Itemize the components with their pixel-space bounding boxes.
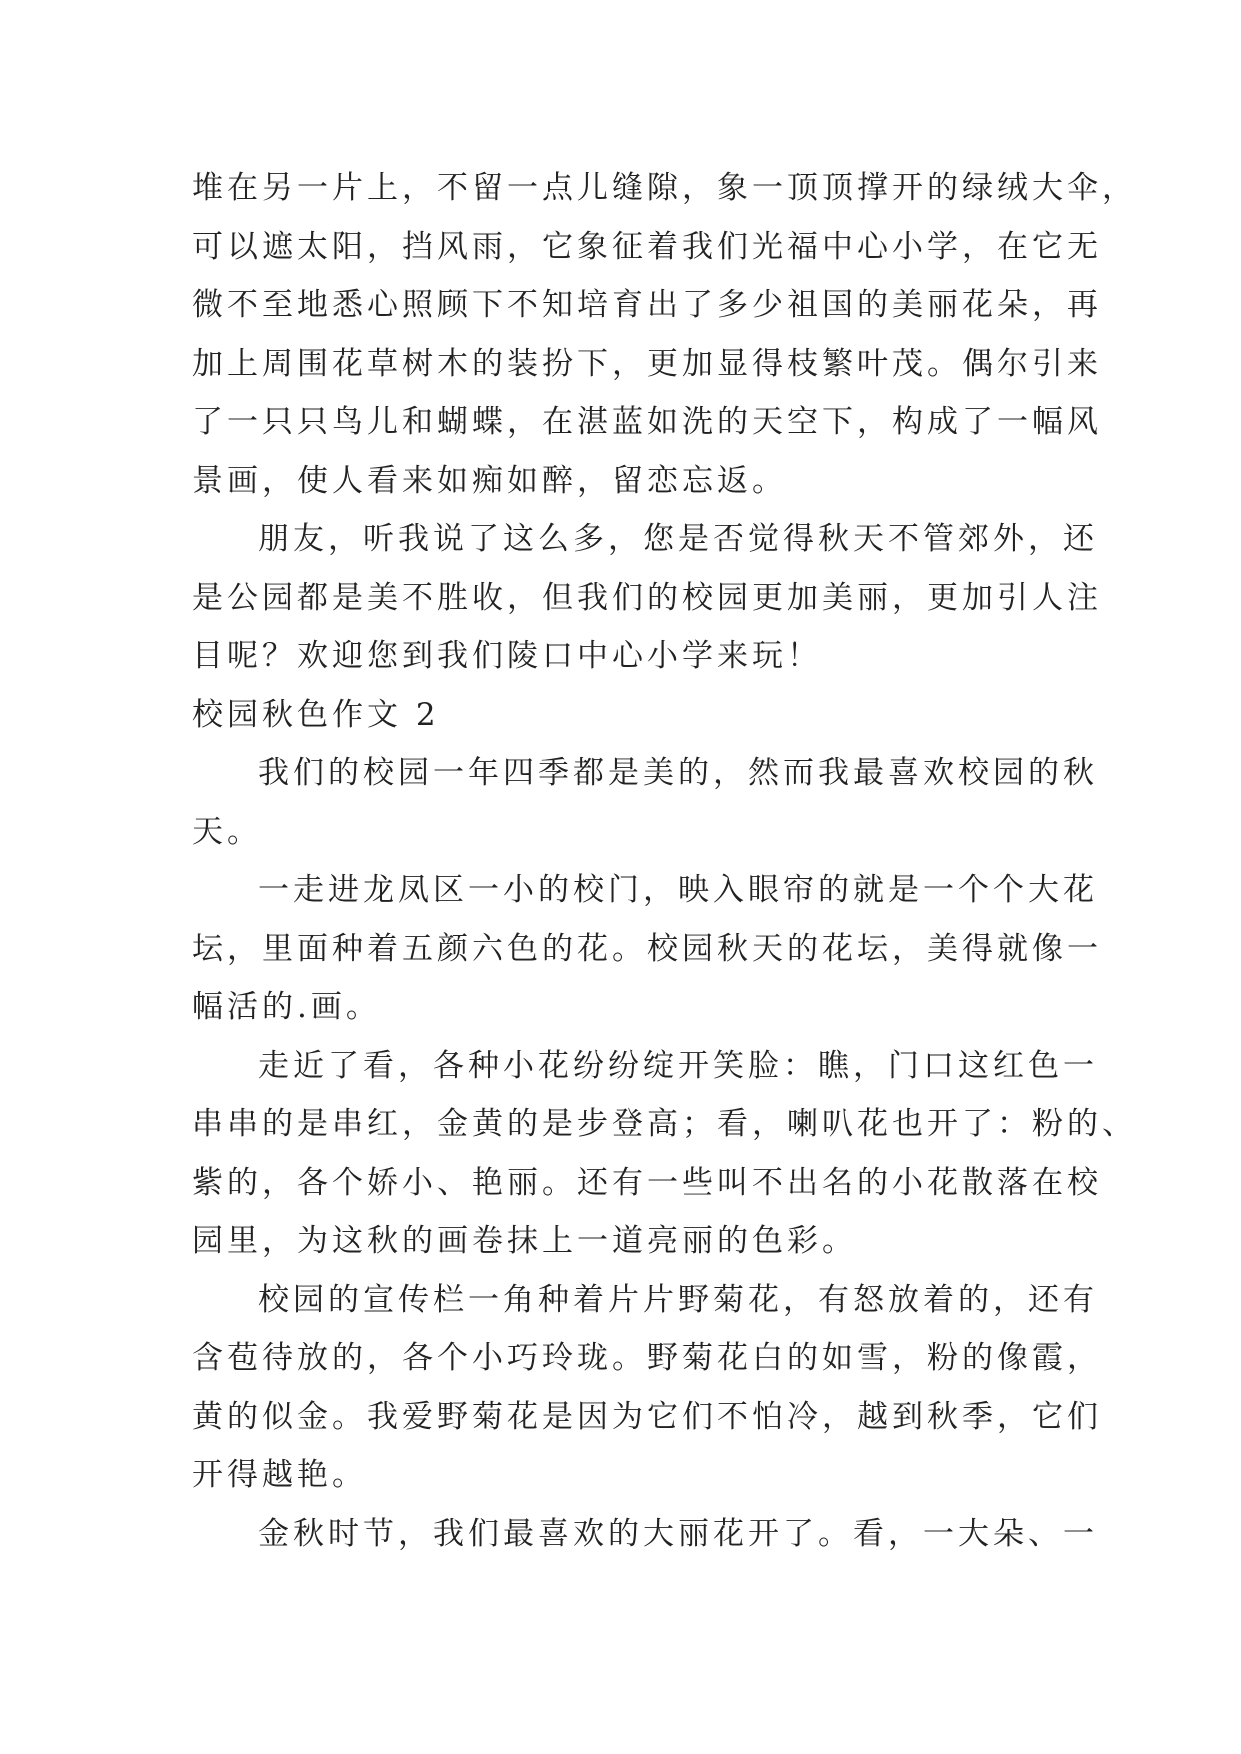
text-line: 堆在另一片上，不留一点儿缝隙，象一顶顶撑开的绿绒大伞， xyxy=(192,170,1137,206)
text-line: 是公园都是美不胜收，但我们的校园更加美丽，更加引人注 xyxy=(192,579,1102,616)
document-body xyxy=(192,159,1137,1563)
text-line: 坛，里面种着五颜六色的花。校园秋天的花坛，美得就像一 xyxy=(192,930,1102,967)
text-line: 天。 xyxy=(192,813,262,850)
paragraph-first-line: 走近了看，各种小花纷纷绽开笑脸：瞧，门口这红色一 xyxy=(258,1047,1098,1084)
paragraph-first-line: 我们的校园一年四季都是美的，然而我最喜欢校园的秋 xyxy=(258,755,1098,791)
paragraph-first-line: 校园的宣传栏一角种着片片野菊花，有怒放着的，还有 xyxy=(258,1281,1098,1318)
paragraph-first-line: 朋友，听我说了这么多，您是否觉得秋天不管郊外，还 xyxy=(258,521,1098,557)
text-line: 景画，使人看来如痴如醉，留恋忘返。 xyxy=(192,462,787,499)
text-line: 幅活的.画。 xyxy=(192,989,381,1025)
section-heading: 校园秋色作文 2 xyxy=(192,696,440,733)
text-line: 目呢？欢迎您到我们陵口中心小学来玩！ xyxy=(192,638,822,674)
paragraph-first-line: 金秋时节，我们最喜欢的大丽花开了。看，一大朵、一 xyxy=(258,1515,1098,1552)
text-line: 开得越艳。 xyxy=(192,1457,367,1493)
text-line: 含苞待放的，各个小巧玲珑。野菊花白的如雪，粉的像霞， xyxy=(192,1340,1102,1376)
text-line: 微不至地悉心照顾下不知培育出了多少祖国的美丽花朵，再 xyxy=(192,287,1102,323)
paragraph-first-line: 一走进龙凤区一小的校门，映入眼帘的就是一个个大花 xyxy=(258,872,1098,908)
text-line: 园里，为这秋的画卷抹上一道亮丽的色彩。 xyxy=(192,1223,857,1259)
text-line: 加上周围花草树木的装扮下，更加显得枝繁叶茂。偶尔引来 xyxy=(192,345,1102,382)
text-line: 串串的是串红，金黄的是步登高；看，喇叭花也开了：粉的、 xyxy=(192,1106,1137,1142)
text-line: 紫的，各个娇小、艳丽。还有一些叫不出名的小花散落在校 xyxy=(192,1164,1102,1201)
text-line: 可以遮太阳，挡风雨，它象征着我们光福中心小学，在它无 xyxy=(192,228,1102,265)
text-line: 了一只只鸟儿和蝴蝶，在湛蓝如洗的天空下，构成了一幅风 xyxy=(192,404,1102,440)
text-line: 黄的似金。我爱野菊花是因为它们不怕冷，越到秋季，它们 xyxy=(192,1398,1102,1435)
